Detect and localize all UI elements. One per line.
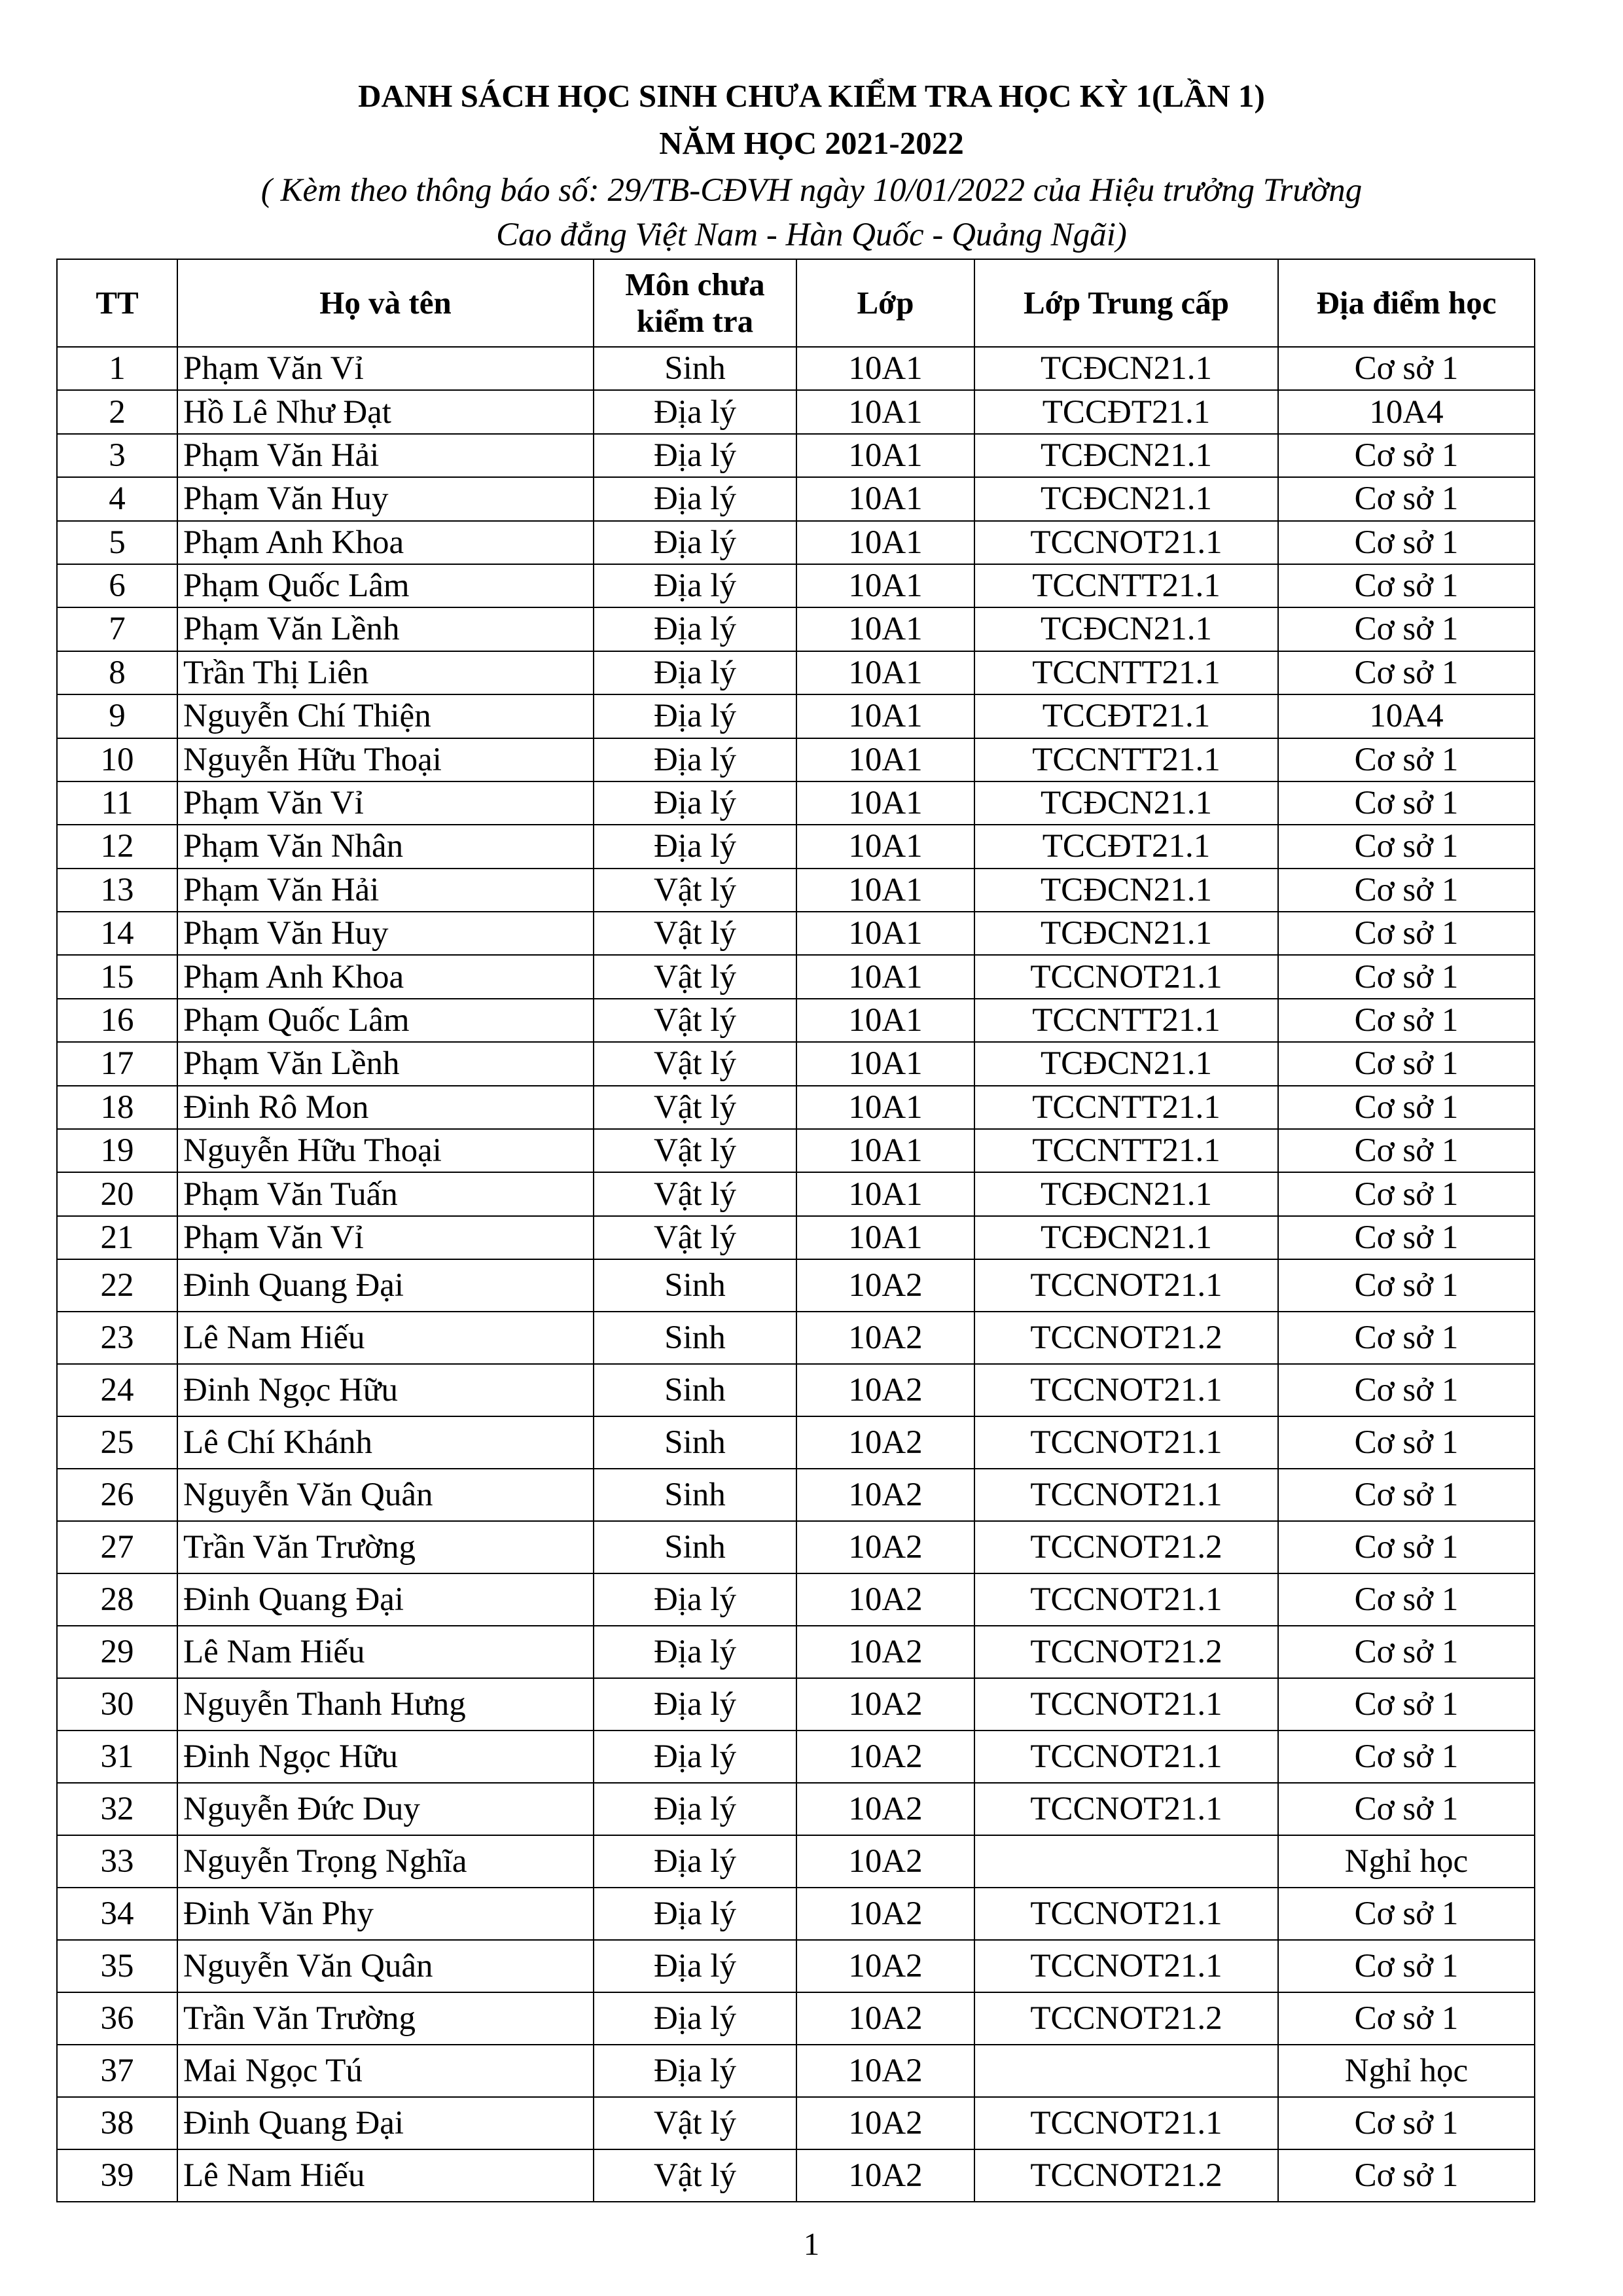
- cell-subject: Sinh: [594, 1364, 796, 1416]
- cell-tt: 21: [57, 1216, 177, 1259]
- cell-tt: 18: [57, 1086, 177, 1129]
- cell-name: Phạm Văn Huy: [177, 477, 594, 520]
- title-line-1: DANH SÁCH HỌC SINH CHƯA KIỂM TRA HỌC KỲ 1(LẦN 1): [358, 78, 1265, 114]
- cell-subject: Địa lý: [594, 2045, 796, 2097]
- cell-subject: Địa lý: [594, 607, 796, 651]
- cell-vocational-class: TCCNOT21.1: [974, 1940, 1278, 1992]
- cell-name: Nguyễn Hữu Thoại: [177, 738, 594, 781]
- cell-tt: 38: [57, 2097, 177, 2149]
- cell-subject: Địa lý: [594, 1835, 796, 1888]
- cell-name: Đinh Ngọc Hữu: [177, 1364, 594, 1416]
- cell-name: Phạm Văn Huy: [177, 912, 594, 955]
- cell-tt: 34: [57, 1888, 177, 1940]
- cell-location: Cơ sở 1: [1278, 347, 1535, 390]
- cell-vocational-class: TCCNOT21.1: [974, 1364, 1278, 1416]
- cell-vocational-class: TCĐCN21.1: [974, 1172, 1278, 1215]
- cell-class: 10A2: [796, 1416, 974, 1469]
- cell-subject: Địa lý: [594, 1992, 796, 2045]
- table-row: [57, 1416, 1535, 1469]
- cell-tt: 6: [57, 564, 177, 607]
- table-row: [57, 347, 1535, 390]
- table-row: [57, 738, 1535, 781]
- cell-tt: 17: [57, 1042, 177, 1085]
- cell-class: 10A1: [796, 869, 974, 912]
- cell-vocational-class: TCCNTT21.1: [974, 738, 1278, 781]
- cell-location: Cơ sở 1: [1278, 1259, 1535, 1312]
- cell-name: Phạm Văn Vỉ: [177, 1216, 594, 1259]
- table-row: [57, 1086, 1535, 1129]
- cell-location: Cơ sở 1: [1278, 1042, 1535, 1085]
- cell-location: Cơ sở 1: [1278, 2097, 1535, 2149]
- cell-vocational-class: TCCNTT21.1: [974, 1129, 1278, 1172]
- table-row: [57, 521, 1535, 564]
- cell-class: 10A2: [796, 1731, 974, 1783]
- cell-tt: 1: [57, 347, 177, 390]
- cell-location: Cơ sở 1: [1278, 999, 1535, 1042]
- cell-vocational-class: TCCNTT21.1: [974, 651, 1278, 694]
- cell-vocational-class: TCĐCN21.1: [974, 1216, 1278, 1259]
- cell-location: 10A4: [1278, 390, 1535, 433]
- cell-tt: 27: [57, 1521, 177, 1573]
- table-row: [57, 434, 1535, 477]
- cell-class: 10A1: [796, 607, 974, 651]
- table-row: [57, 1129, 1535, 1172]
- cell-class: 10A2: [796, 1259, 974, 1312]
- cell-name: Trần Thị Liên: [177, 651, 594, 694]
- cell-tt: 29: [57, 1626, 177, 1678]
- cell-name: Đinh Quang Đại: [177, 1573, 594, 1626]
- cell-vocational-class: TCCĐT21.1: [974, 390, 1278, 433]
- cell-name: Mai Ngọc Tú: [177, 2045, 594, 2097]
- cell-vocational-class: TCCNOT21.1: [974, 1573, 1278, 1626]
- cell-location: Cơ sở 1: [1278, 607, 1535, 651]
- cell-subject: Sinh: [594, 347, 796, 390]
- table-row: [57, 1312, 1535, 1364]
- cell-name: Nguyễn Văn Quân: [177, 1469, 594, 1521]
- cell-name: Phạm Anh Khoa: [177, 955, 594, 998]
- cell-name: Đinh Ngọc Hữu: [177, 1731, 594, 1783]
- cell-vocational-class: TCCNOT21.1: [974, 1469, 1278, 1521]
- cell-vocational-class: TCCNOT21.1: [974, 1678, 1278, 1731]
- cell-location: Cơ sở 1: [1278, 1888, 1535, 1940]
- cell-tt: 24: [57, 1364, 177, 1416]
- cell-name: Lê Chí Khánh: [177, 1416, 594, 1469]
- cell-subject: Vật lý: [594, 1042, 796, 1085]
- cell-vocational-class: TCCNTT21.1: [974, 1086, 1278, 1129]
- cell-subject: Vật lý: [594, 2097, 796, 2149]
- cell-class: 10A1: [796, 955, 974, 998]
- cell-location: Cơ sở 1: [1278, 2149, 1535, 2202]
- cell-subject: Địa lý: [594, 521, 796, 564]
- cell-tt: 5: [57, 521, 177, 564]
- cell-name: Nguyễn Trọng Nghĩa: [177, 1835, 594, 1888]
- cell-location: Nghỉ học: [1278, 1835, 1535, 1888]
- cell-subject: Vật lý: [594, 869, 796, 912]
- cell-name: Đinh Quang Đại: [177, 1259, 594, 1312]
- cell-subject: Sinh: [594, 1469, 796, 1521]
- table-row: [57, 1940, 1535, 1992]
- cell-class: 10A2: [796, 1626, 974, 1678]
- cell-location: Cơ sở 1: [1278, 1940, 1535, 1992]
- table-row: [57, 477, 1535, 520]
- cell-tt: 33: [57, 1835, 177, 1888]
- cell-vocational-class: TCCNOT21.1: [974, 955, 1278, 998]
- cell-subject: Địa lý: [594, 390, 796, 433]
- cell-location: Cơ sở 1: [1278, 1521, 1535, 1573]
- table-row: [57, 1216, 1535, 1259]
- cell-subject: Vật lý: [594, 912, 796, 955]
- cell-location: Cơ sở 1: [1278, 869, 1535, 912]
- table-row: [57, 607, 1535, 651]
- table-row: [57, 1259, 1535, 1312]
- cell-vocational-class: TCĐCN21.1: [974, 912, 1278, 955]
- table-row: [57, 1678, 1535, 1731]
- subtitle-line-2: Cao đẳng Việt Nam - Hàn Quốc - Quảng Ngãi): [496, 217, 1127, 253]
- cell-location: Nghỉ học: [1278, 2045, 1535, 2097]
- cell-class: 10A1: [796, 347, 974, 390]
- col-header-tt: TT: [57, 259, 177, 347]
- cell-class: 10A2: [796, 1521, 974, 1573]
- table-row: [57, 955, 1535, 998]
- cell-subject: Địa lý: [594, 1731, 796, 1783]
- cell-location: Cơ sở 1: [1278, 1416, 1535, 1469]
- cell-class: 10A2: [796, 1835, 974, 1888]
- cell-location: Cơ sở 1: [1278, 1783, 1535, 1835]
- cell-tt: 23: [57, 1312, 177, 1364]
- cell-class: 10A1: [796, 564, 974, 607]
- cell-subject: Địa lý: [594, 434, 796, 477]
- cell-tt: 25: [57, 1416, 177, 1469]
- col-header-location: Địa điểm học: [1278, 259, 1535, 347]
- cell-name: Phạm Quốc Lâm: [177, 999, 594, 1042]
- cell-class: 10A1: [796, 1216, 974, 1259]
- cell-location: Cơ sở 1: [1278, 564, 1535, 607]
- cell-location: Cơ sở 1: [1278, 955, 1535, 998]
- cell-location: Cơ sở 1: [1278, 1216, 1535, 1259]
- cell-location: Cơ sở 1: [1278, 1086, 1535, 1129]
- cell-name: Phạm Văn Hải: [177, 869, 594, 912]
- cell-class: 10A1: [796, 651, 974, 694]
- cell-vocational-class: TCĐCN21.1: [974, 1042, 1278, 1085]
- cell-location: Cơ sở 1: [1278, 1129, 1535, 1172]
- cell-name: Đinh Quang Đại: [177, 2097, 594, 2149]
- cell-name: Phạm Quốc Lâm: [177, 564, 594, 607]
- cell-class: 10A2: [796, 1940, 974, 1992]
- cell-location: Cơ sở 1: [1278, 1573, 1535, 1626]
- cell-vocational-class: TCCNOT21.2: [974, 1626, 1278, 1678]
- table-row: [57, 1626, 1535, 1678]
- cell-location: Cơ sở 1: [1278, 1678, 1535, 1731]
- title-line-2: NĂM HỌC 2021-2022: [659, 125, 964, 161]
- cell-name: Phạm Văn Tuấn: [177, 1172, 594, 1215]
- cell-location: Cơ sở 1: [1278, 912, 1535, 955]
- cell-name: Nguyễn Văn Quân: [177, 1940, 594, 1992]
- cell-tt: 32: [57, 1783, 177, 1835]
- cell-vocational-class: TCCNOT21.1: [974, 1888, 1278, 1940]
- cell-class: 10A1: [796, 390, 974, 433]
- cell-tt: 9: [57, 694, 177, 738]
- cell-vocational-class: TCCNOT21.1: [974, 521, 1278, 564]
- cell-class: 10A1: [796, 521, 974, 564]
- cell-class: 10A2: [796, 1364, 974, 1416]
- table-header-row: [57, 259, 1535, 347]
- col-header-class: Lớp: [796, 259, 974, 347]
- cell-class: 10A1: [796, 1129, 974, 1172]
- cell-class: 10A2: [796, 1312, 974, 1364]
- cell-subject: Địa lý: [594, 1940, 796, 1992]
- cell-vocational-class: TCCNOT21.2: [974, 1992, 1278, 2045]
- cell-subject: Vật lý: [594, 1172, 796, 1215]
- cell-class: 10A2: [796, 2045, 974, 2097]
- cell-name: Phạm Văn Lềnh: [177, 1042, 594, 1085]
- table-row: [57, 1783, 1535, 1835]
- cell-subject: Sinh: [594, 1259, 796, 1312]
- table-row: [57, 564, 1535, 607]
- cell-subject: Địa lý: [594, 1888, 796, 1940]
- cell-tt: 36: [57, 1992, 177, 2045]
- cell-location: Cơ sở 1: [1278, 477, 1535, 520]
- cell-subject: Vật lý: [594, 1216, 796, 1259]
- cell-tt: 39: [57, 2149, 177, 2202]
- cell-name: Nguyễn Đức Duy: [177, 1783, 594, 1835]
- cell-name: Đinh Rô Mon: [177, 1086, 594, 1129]
- cell-location: Cơ sở 1: [1278, 434, 1535, 477]
- cell-class: 10A1: [796, 694, 974, 738]
- table-row: [57, 1172, 1535, 1215]
- cell-tt: 22: [57, 1259, 177, 1312]
- table-row: [57, 2045, 1535, 2097]
- cell-location: Cơ sở 1: [1278, 1172, 1535, 1215]
- cell-vocational-class: TCĐCN21.1: [974, 434, 1278, 477]
- cell-vocational-class: TCĐCN21.1: [974, 869, 1278, 912]
- cell-name: Phạm Văn Hải: [177, 434, 594, 477]
- cell-class: 10A1: [796, 477, 974, 520]
- table-row: [57, 825, 1535, 868]
- cell-subject: Địa lý: [594, 1573, 796, 1626]
- cell-location: Cơ sở 1: [1278, 521, 1535, 564]
- cell-name: Phạm Văn Nhân: [177, 825, 594, 868]
- cell-class: 10A2: [796, 1469, 974, 1521]
- subtitle-line-1: ( Kèm theo thông báo số: 29/TB-CĐVH ngày 10/01/2022 của Hiệu trưởng Trường: [260, 172, 1363, 209]
- cell-subject: Sinh: [594, 1521, 796, 1573]
- table-row: [57, 651, 1535, 694]
- cell-location: Cơ sở 1: [1278, 738, 1535, 781]
- cell-class: 10A2: [796, 1573, 974, 1626]
- cell-tt: 15: [57, 955, 177, 998]
- cell-vocational-class: [974, 2045, 1278, 2097]
- cell-location: Cơ sở 1: [1278, 1626, 1535, 1678]
- cell-tt: 37: [57, 2045, 177, 2097]
- cell-vocational-class: TCĐCN21.1: [974, 781, 1278, 825]
- cell-tt: 13: [57, 869, 177, 912]
- cell-location: 10A4: [1278, 694, 1535, 738]
- cell-name: Lê Nam Hiếu: [177, 1312, 594, 1364]
- table-row: [57, 1992, 1535, 2045]
- cell-subject: Địa lý: [594, 564, 796, 607]
- cell-tt: 2: [57, 390, 177, 433]
- cell-name: Trần Văn Trường: [177, 1521, 594, 1573]
- cell-tt: 8: [57, 651, 177, 694]
- col-header-name: Họ và tên: [177, 259, 594, 347]
- col-header-subject: Môn chưa kiểm tra: [594, 259, 796, 347]
- cell-subject: Sinh: [594, 1416, 796, 1469]
- cell-class: 10A2: [796, 2149, 974, 2202]
- table-row: [57, 2097, 1535, 2149]
- cell-vocational-class: TCCNOT21.1: [974, 1731, 1278, 1783]
- cell-subject: Địa lý: [594, 738, 796, 781]
- cell-subject: Địa lý: [594, 651, 796, 694]
- cell-vocational-class: TCĐCN21.1: [974, 607, 1278, 651]
- cell-class: 10A2: [796, 1783, 974, 1835]
- cell-class: 10A1: [796, 434, 974, 477]
- cell-vocational-class: TCCNOT21.2: [974, 2149, 1278, 2202]
- cell-tt: 11: [57, 781, 177, 825]
- table-row: [57, 912, 1535, 955]
- cell-vocational-class: TCCĐT21.1: [974, 694, 1278, 738]
- cell-class: 10A1: [796, 1172, 974, 1215]
- col-header-vocational-class: Lớp Trung cấp: [974, 259, 1278, 347]
- table-row: [57, 694, 1535, 738]
- cell-name: Phạm Văn Vỉ: [177, 781, 594, 825]
- cell-location: Cơ sở 1: [1278, 651, 1535, 694]
- cell-vocational-class: TCĐCN21.1: [974, 347, 1278, 390]
- cell-name: Nguyễn Hữu Thoại: [177, 1129, 594, 1172]
- cell-subject: Sinh: [594, 1312, 796, 1364]
- table-row: [57, 869, 1535, 912]
- cell-subject: Địa lý: [594, 1678, 796, 1731]
- cell-subject: Vật lý: [594, 955, 796, 998]
- cell-tt: 19: [57, 1129, 177, 1172]
- cell-subject: Vật lý: [594, 2149, 796, 2202]
- cell-tt: 35: [57, 1940, 177, 1992]
- cell-vocational-class: TCĐCN21.1: [974, 477, 1278, 520]
- table-row: [57, 2149, 1535, 2202]
- cell-vocational-class: [974, 1835, 1278, 1888]
- table-row: [57, 1469, 1535, 1521]
- cell-tt: 26: [57, 1469, 177, 1521]
- cell-name: Trần Văn Trường: [177, 1992, 594, 2045]
- cell-tt: 4: [57, 477, 177, 520]
- cell-vocational-class: TCCĐT21.1: [974, 825, 1278, 868]
- cell-class: 10A2: [796, 1992, 974, 2045]
- table-row: [57, 1573, 1535, 1626]
- cell-subject: Địa lý: [594, 694, 796, 738]
- cell-tt: 10: [57, 738, 177, 781]
- cell-name: Phạm Văn Lềnh: [177, 607, 594, 651]
- cell-subject: Địa lý: [594, 477, 796, 520]
- table-row: [57, 781, 1535, 825]
- cell-tt: 7: [57, 607, 177, 651]
- cell-class: 10A1: [796, 738, 974, 781]
- cell-class: 10A1: [796, 912, 974, 955]
- table-row: [57, 1835, 1535, 1888]
- cell-location: Cơ sở 1: [1278, 1312, 1535, 1364]
- cell-tt: 16: [57, 999, 177, 1042]
- cell-vocational-class: TCCNOT21.1: [974, 2097, 1278, 2149]
- table-row: [57, 1364, 1535, 1416]
- cell-vocational-class: TCCNTT21.1: [974, 564, 1278, 607]
- cell-location: Cơ sở 1: [1278, 781, 1535, 825]
- cell-subject: Vật lý: [594, 1086, 796, 1129]
- cell-vocational-class: TCCNOT21.1: [974, 1416, 1278, 1469]
- cell-vocational-class: TCCNOT21.1: [974, 1783, 1278, 1835]
- cell-location: Cơ sở 1: [1278, 1992, 1535, 2045]
- cell-location: Cơ sở 1: [1278, 825, 1535, 868]
- cell-class: 10A1: [796, 1042, 974, 1085]
- cell-name: Đinh Văn Phy: [177, 1888, 594, 1940]
- cell-tt: 28: [57, 1573, 177, 1626]
- table-row: [57, 1888, 1535, 1940]
- cell-subject: Địa lý: [594, 781, 796, 825]
- cell-name: Lê Nam Hiếu: [177, 1626, 594, 1678]
- cell-name: Nguyễn Chí Thiện: [177, 694, 594, 738]
- cell-vocational-class: TCCNOT21.1: [974, 1259, 1278, 1312]
- cell-tt: 30: [57, 1678, 177, 1731]
- cell-class: 10A1: [796, 825, 974, 868]
- cell-class: 10A1: [796, 1086, 974, 1129]
- cell-class: 10A1: [796, 781, 974, 825]
- cell-location: Cơ sở 1: [1278, 1731, 1535, 1783]
- cell-name: Nguyễn Thanh Hưng: [177, 1678, 594, 1731]
- cell-location: Cơ sở 1: [1278, 1364, 1535, 1416]
- cell-vocational-class: TCCNTT21.1: [974, 999, 1278, 1042]
- cell-subject: Địa lý: [594, 825, 796, 868]
- cell-tt: 3: [57, 434, 177, 477]
- cell-class: 10A2: [796, 1888, 974, 1940]
- cell-name: Phạm Văn Vỉ: [177, 347, 594, 390]
- cell-class: 10A1: [796, 999, 974, 1042]
- student-table: [56, 259, 1535, 2202]
- cell-name: Phạm Anh Khoa: [177, 521, 594, 564]
- cell-vocational-class: TCCNOT21.2: [974, 1521, 1278, 1573]
- table-row: [57, 1731, 1535, 1783]
- cell-class: 10A2: [796, 2097, 974, 2149]
- cell-tt: 14: [57, 912, 177, 955]
- table-body: [57, 347, 1535, 2202]
- page-number: 1: [803, 2226, 820, 2262]
- cell-tt: 31: [57, 1731, 177, 1783]
- cell-location: Cơ sở 1: [1278, 1469, 1535, 1521]
- cell-tt: 20: [57, 1172, 177, 1215]
- table-row: [57, 999, 1535, 1042]
- table-row: [57, 1521, 1535, 1573]
- cell-subject: Vật lý: [594, 1129, 796, 1172]
- table-row: [57, 390, 1535, 433]
- cell-subject: Địa lý: [594, 1626, 796, 1678]
- cell-name: Lê Nam Hiếu: [177, 2149, 594, 2202]
- cell-subject: Vật lý: [594, 999, 796, 1042]
- cell-vocational-class: TCCNOT21.2: [974, 1312, 1278, 1364]
- table-row: [57, 1042, 1535, 1085]
- cell-tt: 12: [57, 825, 177, 868]
- cell-class: 10A2: [796, 1678, 974, 1731]
- cell-subject: Địa lý: [594, 1783, 796, 1835]
- cell-name: Hồ Lê Như Đạt: [177, 390, 594, 433]
